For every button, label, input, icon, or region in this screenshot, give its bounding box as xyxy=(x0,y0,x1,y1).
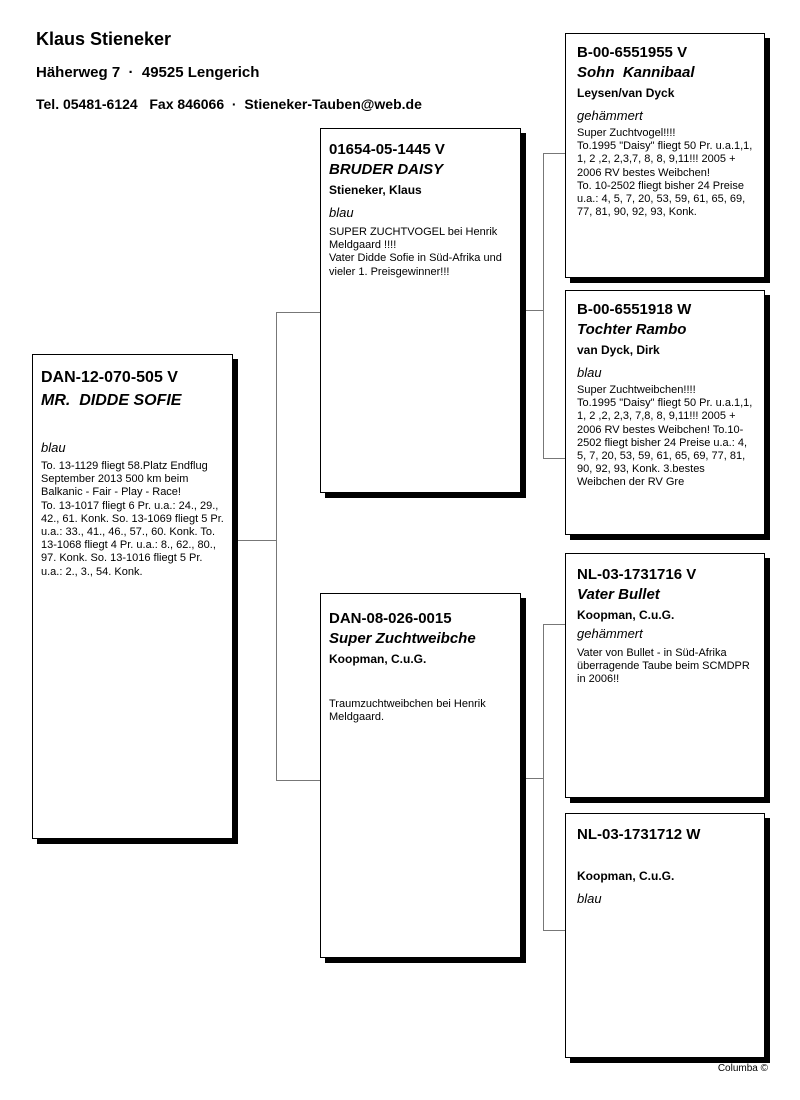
maternal-grandfather-color: gehämmert xyxy=(577,626,643,641)
maternal-grandfather-ring-number: NL-03-1731716 V xyxy=(577,566,697,583)
maternal-grandfather-owner: Koopman, C.u.G. xyxy=(577,608,675,622)
paternal-grandmother-color: blau xyxy=(577,365,602,380)
paternal-grandmother-owner: van Dyck, Dirk xyxy=(577,343,660,357)
mother-description: Traumzuchtweibchen bei Henrik Meldgaard. xyxy=(329,698,486,724)
mother-ring-number: DAN-08-026-0015 xyxy=(329,610,452,627)
mother-name: Super Zuchtweibche xyxy=(329,630,476,647)
maternal-grandfather-description: Vater von Bullet - in Süd-Afrika überragende Taube beim SCMDPR in 2006!! xyxy=(577,647,750,686)
paternal-grandfather-description: Super Zuchtvogel!!!! To.1995 "Daisy" fliegt 50 Pr. u.a.1,1, 1, 2 ,2, 2,3,7, 8, 8, 9,11!!! 2005 + 2006 RV bestes Weibchen! To. 10-2502 fliegt bisher 24 Preise u.a.: 4, 5, 7, 20, 53, 59, 61, 65, 69, 77, 81, 90, 92, 93, Konk. xyxy=(577,127,753,219)
maternal-grandmother-ring-number: NL-03-1731712 W xyxy=(577,826,701,843)
mother-owner: Koopman, C.u.G. xyxy=(329,652,427,666)
pigeon-card-subject[interactable] xyxy=(32,354,233,839)
connector-to-mother xyxy=(276,780,321,781)
father-description: SUPER ZUCHTVOGEL bei Henrik Meldgaard !!!! Vater Didde Sofie in Süd-Afrika und vieler 1. Preisgewinner!!! xyxy=(329,226,502,278)
connector-parents-vertical xyxy=(276,312,277,780)
pigeon-card-paternal-grandfather[interactable] xyxy=(565,33,765,278)
pigeon-card-paternal-grandmother[interactable] xyxy=(565,290,765,535)
paternal-grandmother-ring-number: B-00-6551918 W xyxy=(577,301,692,318)
maternal-grandmother-owner: Koopman, C.u.G. xyxy=(577,869,675,883)
paternal-grandfather-name: Sohn Kannibaal xyxy=(577,64,695,81)
paternal-grandmother-description: Super Zuchtweibchen!!!! To.1995 "Daisy" fliegt 50 Pr. u.a.1,1, 1, 2 ,2, 2,3, 7,8, 8, 9,11!!! 2005 + 2006 RV bestes Weibchen! To.10-2502 fliegt bisher 24 Preise u.a.: 4, 5, 7, 20, 53, 59, 61, 65, 69, 77, 81, 90, 92, 93, Konk. 3.bestes Weibchen der RV Gre xyxy=(577,384,753,489)
connector-paternal-vertical xyxy=(543,153,544,458)
connector-to-paternal-grandmother xyxy=(543,458,565,459)
connector-maternal-vertical xyxy=(543,624,544,930)
father-ring-number: 01654-05-1445 V xyxy=(329,141,445,158)
father-name: BRUDER DAISY xyxy=(329,161,444,178)
father-color: blau xyxy=(329,205,354,220)
paternal-grandfather-color: gehämmert xyxy=(577,108,643,123)
pigeon-card-maternal-grandmother[interactable] xyxy=(565,813,765,1058)
connector-subject-horizontal xyxy=(233,540,276,541)
subject-description: To. 13-1129 fliegt 58.Platz Endflug September 2013 500 km beim Balkanic - Fair - Play - Race! To. 13-1017 fliegt 6 Pr. u.a.: 24., 29., 42., 61. Konk. So. 13-1069 fliegt 5 Pr. u.a.: 33., 41., 46., 57., 60. Konk. To. 13-1068 fliegt 4 Pr. u.a.: 8., 62., 80., 97. Konk. So. 13-1016 fliegt 5 Pr. u.a.: 2., 3., 54. Konk. xyxy=(41,460,224,578)
father-owner: Stieneker, Klaus xyxy=(329,183,422,197)
connector-to-paternal-grandfather xyxy=(543,153,565,154)
pigeon-card-maternal-grandfather[interactable] xyxy=(565,553,765,798)
maternal-grandmother-color: blau xyxy=(577,891,602,906)
paternal-grandfather-ring-number: B-00-6551955 V xyxy=(577,44,688,61)
breeder-name: Klaus Stieneker xyxy=(36,29,172,49)
pigeon-card-father[interactable] xyxy=(320,128,521,493)
connector-mother-horizontal xyxy=(520,778,543,779)
copyright-footer: Columba © xyxy=(717,1063,768,1074)
subject-name: MR. DIDDE SOFIE xyxy=(41,392,182,409)
connector-to-maternal-grandmother xyxy=(543,930,565,931)
paternal-grandfather-owner: Leysen/van Dyck xyxy=(577,86,675,100)
breeder-contact: Tel. 05481-6124 Fax 846066 · Stieneker-Tauben@web.de xyxy=(36,96,422,112)
breeder-address: Häherweg 7 · 49525 Lengerich xyxy=(36,64,260,81)
pigeon-card-mother[interactable] xyxy=(320,593,521,958)
connector-to-maternal-grandfather xyxy=(543,624,565,625)
connector-father-horizontal xyxy=(520,310,543,311)
subject-ring-number: DAN-12-070-505 V xyxy=(41,369,178,386)
connector-to-father xyxy=(276,312,321,313)
maternal-grandfather-name: Vater Bullet xyxy=(577,586,660,603)
subject-color: blau xyxy=(41,440,66,455)
paternal-grandmother-name: Tochter Rambo xyxy=(577,321,687,338)
